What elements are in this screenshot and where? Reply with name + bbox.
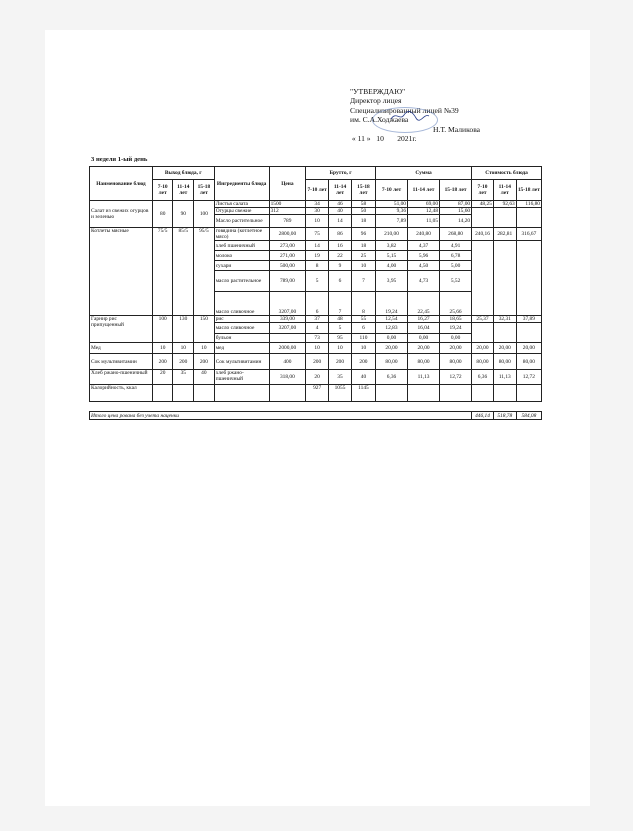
ingredient-gross: 16 <box>329 241 352 251</box>
ingredient-name: сухари <box>214 261 269 271</box>
ingredient-sum: 15,60 <box>440 208 472 215</box>
dish-cost: 92,63 <box>493 201 516 208</box>
dish-name: Салат из свежих огурцов и зеленью <box>90 201 153 228</box>
ingredient-name: масло сливочное <box>214 292 269 316</box>
ingredient-gross: 30 <box>306 208 329 215</box>
dish-cost: 48,25 <box>472 201 494 208</box>
ingredient-gross: 22 <box>329 251 352 261</box>
header-ingredients: Ингредиенты блюда <box>214 167 269 201</box>
ingredient-gross: 46 <box>329 201 352 208</box>
dish-name: Сок мультивитамин <box>90 354 153 370</box>
ingredient-sum: 12,83 <box>375 323 407 334</box>
ingredient-gross: 75 <box>306 228 329 241</box>
ingredient-sum: 20,00 <box>375 343 407 354</box>
dish-yield: 100 <box>152 316 173 343</box>
total-label: Итого цена рована без учета наценки <box>90 412 472 420</box>
total-value: 518,78 <box>493 412 516 420</box>
ingredient-sum: 11,05 <box>408 215 440 228</box>
ingredient-gross: 6 <box>351 323 375 334</box>
ingredient-sum: 20,00 <box>440 343 472 354</box>
ingredient-gross: 20 <box>306 370 329 385</box>
ingredient-gross: 200 <box>329 354 352 370</box>
ingredient-gross: 10 <box>306 215 329 228</box>
ingredient-sum: 16,04 <box>408 323 440 334</box>
ingredient-price: 789,00 <box>269 271 306 292</box>
ingredient-price: 789 <box>269 215 306 228</box>
ingredient-sum: 0,00 <box>408 334 440 343</box>
ingredient-name: бульон <box>214 334 269 343</box>
ingredient-price: 3207,00 <box>269 323 306 334</box>
ingredient-gross: 7 <box>329 292 352 316</box>
header-sum: Сумма <box>375 167 471 180</box>
header-age: 11-14 лет <box>493 180 516 201</box>
dish-yield: 75/5 <box>152 228 173 316</box>
ingredient-sum: 25,66 <box>440 292 472 316</box>
ingredient-sum: 6,78 <box>440 251 472 261</box>
ingredient-sum: 5,52 <box>440 271 472 292</box>
dish-cost: 80,00 <box>472 354 494 370</box>
ingredient-gross: 55 <box>351 316 375 323</box>
dish-cost: 25,37 <box>472 316 494 323</box>
ingredient-sum: 87,00 <box>440 201 472 208</box>
dish-yield: 90 <box>173 201 194 228</box>
ingredient-name: Листья салата <box>214 201 269 208</box>
ingredient-gross: 58 <box>351 201 375 208</box>
total-value: 446,14 <box>472 412 494 420</box>
dish-yield: 200 <box>173 354 194 370</box>
ingredient-sum: 9,36 <box>375 208 407 215</box>
dish-name: Котлеты мясные <box>90 228 153 316</box>
ingredient-name: молоко <box>214 251 269 261</box>
ingredient-sum: 0,00 <box>440 334 472 343</box>
dish-cost: 20,00 <box>493 343 516 354</box>
approval-date-day: 11 <box>357 134 365 144</box>
header-age: 11-14 лет <box>173 180 194 201</box>
dish-cost: 282,81 <box>493 228 516 241</box>
approval-name: им. С.А.Ходжаева <box>350 115 409 125</box>
ingredient-name: Огурцы свежие <box>214 208 269 215</box>
header-age: 7-10 лет <box>152 180 173 201</box>
approval-school: Специализированный лицей №39 <box>350 105 459 115</box>
dish-yield: 10 <box>173 343 194 354</box>
ingredient-gross: 35 <box>329 370 352 385</box>
dish-yield: 20 <box>152 370 173 385</box>
ingredient-sum: 80,00 <box>408 354 440 370</box>
ingredient-gross: 18 <box>351 241 375 251</box>
ingredient-gross: 40 <box>329 208 352 215</box>
dish-yield: 35 <box>173 370 194 385</box>
dish-yield: 95/5 <box>194 228 215 316</box>
ingredient-sum: 5,00 <box>440 261 472 271</box>
ingredient-gross: 37 <box>306 316 329 323</box>
dish-cost: 316,67 <box>516 228 541 241</box>
header-dish: Наименование блюд <box>90 167 153 201</box>
ingredient-sum: 12,54 <box>375 316 407 323</box>
ingredient-gross: 40 <box>351 370 375 385</box>
header-cost: Стоимость блюда <box>472 167 542 180</box>
header-age: 15-18 лет <box>516 180 541 201</box>
header-age: 15-18 лет <box>194 180 215 201</box>
ingredient-gross: 18 <box>351 215 375 228</box>
dish-yield: 80 <box>152 201 173 228</box>
ingredient-sum: 12,72 <box>440 370 472 385</box>
dish-cost: 20,00 <box>472 343 494 354</box>
dish-yield: 200 <box>152 354 173 370</box>
ingredient-sum: 268,80 <box>440 228 472 241</box>
ingredient-gross: 5 <box>306 271 329 292</box>
ingredient-gross: 200 <box>306 354 329 370</box>
ingredient-sum: 4,73 <box>408 271 440 292</box>
approval-position: Директор лицея <box>350 96 402 106</box>
ingredient-gross: 34 <box>306 201 329 208</box>
ingredient-sum: 4,91 <box>440 241 472 251</box>
ingredient-sum: 22,45 <box>408 292 440 316</box>
ingredient-sum: 3,82 <box>375 241 407 251</box>
ingredient-name: хлеб пшеничный <box>214 241 269 251</box>
dish-yield: 40 <box>194 370 215 385</box>
ingredient-name: Масло растительное <box>214 215 269 228</box>
ingredient-price: 2000,00 <box>269 343 306 354</box>
ingredient-gross: 50 <box>351 208 375 215</box>
ingredient-sum: 80,00 <box>440 354 472 370</box>
ingredient-sum: 19,24 <box>375 292 407 316</box>
ingredient-sum: 51,00 <box>375 201 407 208</box>
dish-yield: 10 <box>152 343 173 354</box>
header-age: 15-18 лет <box>351 180 375 201</box>
dish-yield: 100 <box>194 201 215 228</box>
ingredient-price: 312 <box>269 208 306 215</box>
ingredient-price: 273,00 <box>269 241 306 251</box>
dish-cost: 80,00 <box>516 354 541 370</box>
ingredient-gross: 7 <box>351 271 375 292</box>
ingredient-sum: 210,00 <box>375 228 407 241</box>
ingredient-sum: 69,00 <box>408 201 440 208</box>
menu-table <box>89 166 542 420</box>
ingredient-name: говядина (котлетное мясо) <box>214 228 269 241</box>
ingredient-gross: 48 <box>329 316 352 323</box>
approval-date-year: 2021г. <box>397 134 417 144</box>
dish-name: Гарнир рис припущенный <box>90 316 153 343</box>
ingredient-price: 500,00 <box>269 261 306 271</box>
ingredient-gross: 9 <box>329 261 352 271</box>
header-price: Цена <box>269 167 306 201</box>
calories-value: 927 <box>306 385 329 402</box>
ingredient-gross: 95 <box>329 334 352 343</box>
ingredient-sum: 5,96 <box>408 251 440 261</box>
ingredient-price: 318,00 <box>269 370 306 385</box>
ingredient-sum: 12,48 <box>408 208 440 215</box>
dish-name: Хлеб ржано-пшеничный <box>90 370 153 385</box>
ingredient-sum: 4,37 <box>408 241 440 251</box>
ingredient-name: масло сливочное <box>214 323 269 334</box>
approval-date-month: 10 <box>376 134 384 144</box>
ingredient-gross: 10 <box>306 343 329 354</box>
calories-label: Калорийность, ккал <box>90 385 153 402</box>
approval-signer: Н.Т. Маликова <box>433 124 481 134</box>
ingredient-sum: 0,00 <box>375 334 407 343</box>
header-age: 7-10 лет <box>306 180 329 201</box>
signature-scribble <box>390 109 430 123</box>
ingredient-sum: 80,00 <box>375 354 407 370</box>
calories-value: 1145 <box>351 385 375 402</box>
ingredient-name: рис <box>214 316 269 323</box>
ingredient-sum: 18,65 <box>440 316 472 323</box>
ingredient-sum: 3,95 <box>375 271 407 292</box>
approval-date: « 11 » 10 2021г. <box>350 134 417 144</box>
dish-cost: 11,13 <box>493 370 516 385</box>
ingredient-gross: 5 <box>329 323 352 334</box>
dish-yield: 200 <box>194 354 215 370</box>
ingredient-gross: 86 <box>329 228 352 241</box>
ingredient-sum: 19,24 <box>440 323 472 334</box>
ingredient-name: хлеб ржано-пшеничный <box>214 370 269 385</box>
ingredient-sum: 20,00 <box>408 343 440 354</box>
ingredient-gross: 10 <box>351 261 375 271</box>
dish-cost: 20,00 <box>516 343 541 354</box>
header-gross: Брутто, г <box>306 167 376 180</box>
ingredient-price: 2800,00 <box>269 228 306 241</box>
header-yield: Выход блюда, г <box>152 167 214 180</box>
dish-cost: 32,31 <box>493 316 516 323</box>
dish-yield: 150 <box>194 316 215 343</box>
ingredient-sum: 240,80 <box>408 228 440 241</box>
ingredient-name: масло растительное <box>214 271 269 292</box>
ingredient-sum: 14,20 <box>440 215 472 228</box>
ingredient-sum: 4,00 <box>375 261 407 271</box>
header-age: 11-14 лет <box>408 180 440 201</box>
dish-cost: 240,16 <box>472 228 494 241</box>
approval-block <box>350 87 481 144</box>
approval-title: "УТВЕРЖДАЮ" <box>350 87 406 96</box>
ingredient-gross: 6 <box>329 271 352 292</box>
ingredient-price <box>269 334 306 343</box>
ingredient-gross: 96 <box>351 228 375 241</box>
ingredient-gross: 25 <box>351 251 375 261</box>
header-age: 11-14 лет <box>329 180 352 201</box>
ingredient-sum: 16,27 <box>408 316 440 323</box>
dish-cost: 37,89 <box>516 316 541 323</box>
ingredient-sum: 5,15 <box>375 251 407 261</box>
ingredient-gross: 110 <box>351 334 375 343</box>
ingredient-gross: 4 <box>306 323 329 334</box>
calories-value: 1055 <box>329 385 352 402</box>
dish-yield: 130 <box>173 316 194 343</box>
header-age: 7-10 лет <box>375 180 407 201</box>
ingredient-gross: 14 <box>306 241 329 251</box>
ingredient-name: Сок мультивитамин <box>214 354 269 370</box>
ingredient-gross: 10 <box>351 343 375 354</box>
dish-yield: 10 <box>194 343 215 354</box>
dish-name: Мед <box>90 343 153 354</box>
ingredient-price: 400 <box>269 354 306 370</box>
ingredient-sum: 6,36 <box>375 370 407 385</box>
week-day-label: 3 неделя 1-ый день <box>91 156 148 163</box>
ingredient-gross: 73 <box>306 334 329 343</box>
dish-cost: 6,36 <box>472 370 494 385</box>
ingredient-gross: 200 <box>351 354 375 370</box>
ingredient-gross: 8 <box>351 292 375 316</box>
ingredient-sum: 7,89 <box>375 215 407 228</box>
ingredient-price: 271,00 <box>269 251 306 261</box>
ingredient-price: 339,00 <box>269 316 306 323</box>
header-age: 15-18 лет <box>440 180 472 201</box>
ingredient-gross: 8 <box>306 261 329 271</box>
ingredient-price: 3207,00 <box>269 292 306 316</box>
ingredient-name: мед <box>214 343 269 354</box>
ingredient-gross: 19 <box>306 251 329 261</box>
ingredient-sum: 4,50 <box>408 261 440 271</box>
dish-cost: 12,72 <box>516 370 541 385</box>
total-value: 584,08 <box>516 412 541 420</box>
ingredient-gross: 10 <box>329 343 352 354</box>
ingredient-gross: 14 <box>329 215 352 228</box>
dish-cost: 116,80 <box>516 201 541 208</box>
ingredient-sum: 11,13 <box>408 370 440 385</box>
dish-yield: 85/5 <box>173 228 194 316</box>
header-age: 7-10 лет <box>472 180 494 201</box>
ingredient-price: 1500 <box>269 201 306 208</box>
dish-cost: 80,00 <box>493 354 516 370</box>
ingredient-gross: 6 <box>306 292 329 316</box>
